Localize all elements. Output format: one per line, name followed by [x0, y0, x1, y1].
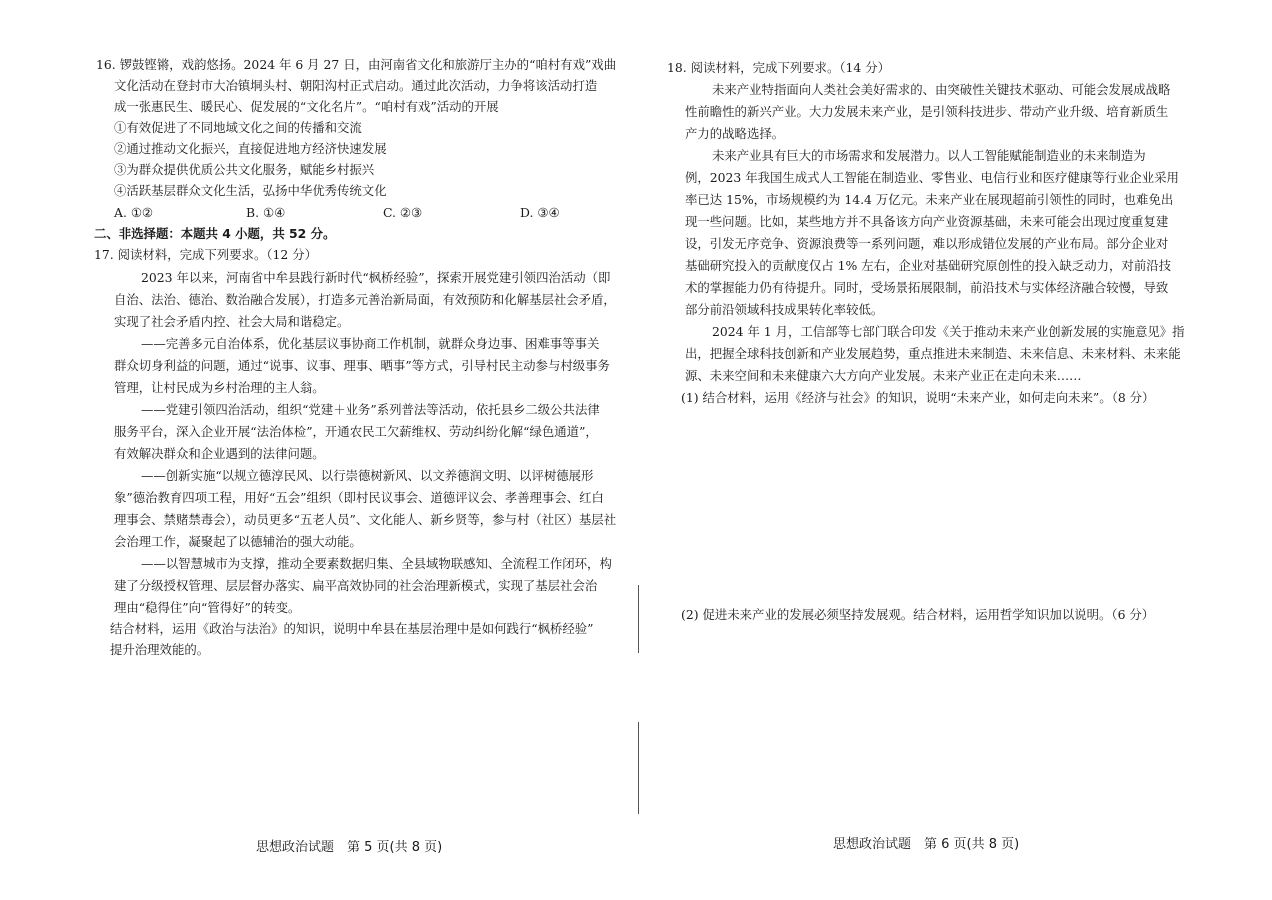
- q17-material-line: 会治理工作，凝聚起了以德辅治的强大动能。: [114, 534, 362, 549]
- q17-material-line: ——党建引领四治活动，组织“党建＋业务”系列普法等活动，依托县乡二级公共法律: [141, 402, 600, 417]
- q16-choice-d[interactable]: D. ③④: [520, 205, 560, 220]
- q18-material-line: 基础研究投入的贡献度仅占 1% 左右，企业对基础研究原创性的投入缺乏动力，对前沿技: [685, 258, 1171, 273]
- page-divider-lower: [638, 722, 639, 814]
- q18-material-line: 现一些问题。比如，某些地方并不具备该方向产业资源基础，未来可能会出现过度重复建: [685, 214, 1169, 229]
- q16-option-1: ①有效促进了不同地域文化之间的传播和交流: [114, 120, 362, 135]
- section-2-heading: 二、非选择题：本题共 4 小题，共 52 分。: [94, 226, 336, 241]
- page-divider-upper: [638, 585, 639, 653]
- q16-choice-b[interactable]: B. ①④: [246, 205, 286, 220]
- q18-material-line: 术的掌握能力仍有待提升。同时，受场景拓展限制，前沿技术与实体经济融合较慢，导致: [685, 280, 1169, 295]
- q18-material-line: 源、未来空间和未来健康六大方向产业发展。未来产业正在走向未来……: [685, 368, 1082, 383]
- q17-material-line: 理事会、禁赌禁毒会），动员更多“五老人员”、文化能人、新乡贤等，参与村（社区）基层社: [114, 512, 617, 527]
- q17-question-line-1: 结合材料，运用《政治与法治》的知识，说明中牟县在基层治理中是如何践行“枫桥经验”: [110, 621, 594, 636]
- q18-subquestion-2: (2) 促进未来产业的发展必须坚持发展观。结合材料，运用哲学知识加以说明。（6 分）: [681, 607, 1155, 622]
- q17-material-line: 建了分级授权管理、层层督办落实、扁平高效协同的社会治理新模式，实现了基层社会治: [114, 578, 598, 593]
- q18-material-line: 率已达 15%，市场规模约为 14.4 万亿元。未来产业在展现超前引领性的同时，也难免出: [685, 192, 1174, 207]
- q16-stem-line-1: 16. 锣鼓铿锵，戏韵悠扬。2024 年 6 月 27 日，由河南省文化和旅游厅主办的“咱村有戏”戏曲: [96, 57, 617, 72]
- q17-question-line-2: 提升治理效能的。: [110, 642, 210, 657]
- q17-title: 17. 阅读材料，完成下列要求。（12 分）: [94, 247, 318, 262]
- q18-material-line: 未来产业特指面向人类社会美好需求的、由突破性关键技术驱动、可能会发展成战略: [712, 82, 1171, 97]
- q18-material-line: 部分前沿领域科技成果转化率较低。: [685, 302, 884, 317]
- q17-material-line: 有效解决群众和企业遇到的法律问题。: [114, 446, 325, 461]
- q18-material-line: 2024 年 1 月，工信部等七部门联合印发《关于推动未来产业创新发展的实施意见》指: [712, 324, 1185, 339]
- q18-title: 18. 阅读材料，完成下列要求。（14 分）: [667, 60, 891, 75]
- q16-choice-c[interactable]: C. ②③: [383, 205, 423, 220]
- q17-material-line: 实现了社会矛盾内控、社会大局和谐稳定。: [114, 314, 350, 329]
- q18-material-line: 例，2023 年我国生成式人工智能在制造业、零售业、电信行业和医疗健康等行业企业采用: [685, 170, 1179, 185]
- q17-material-line: ——以智慧城市为支撑，推动全要素数据归集、全县域物联感知、全流程工作闭环，构: [141, 556, 612, 571]
- q17-material-line: 2023 年以来，河南省中牟县践行新时代“枫桥经验”，探索开展党建引领四治活动（即: [141, 270, 611, 285]
- q18-material-line: 产力的战略选择。: [685, 126, 785, 141]
- q18-material-line: 性前瞻性的新兴产业。大力发展未来产业，是引领科技进步、带动产业升级、培育新质生: [685, 104, 1169, 119]
- q18-subquestion-1: (1) 结合材料，运用《经济与社会》的知识，说明“未来产业，如何走向未来”。（8 分）: [681, 390, 1155, 405]
- q16-choice-a[interactable]: A. ①②: [114, 205, 154, 220]
- q17-material-line: 管理，让村民成为乡村治理的主人翁。: [114, 380, 325, 395]
- q17-material-line: 群众切身利益的问题，通过“说事、议事、理事、晒事”等方式，引导村民主动参与村级事务: [114, 358, 610, 373]
- q16-stem-line-2: 文化活动在登封市大冶镇垌头村、朝阳沟村正式启动。通过此次活动，力争将该活动打造: [114, 78, 598, 93]
- q17-material-line: 自治、法治、德治、数治融合发展），打造多元善治新局面，有效预防和化解基层社会矛盾，: [114, 292, 616, 307]
- q16-option-4: ④活跃基层群众文化生活，弘扬中华优秀传统文化: [114, 183, 387, 198]
- q18-material-line: 未来产业具有巨大的市场需求和发展潜力。以人工智能赋能制造业的未来制造为: [712, 148, 1146, 163]
- q17-material-line: 象”德治教育四项工程，用好“五会”组织（即村民议事会、道德评议会、孝善理事会、红白: [114, 490, 604, 505]
- q16-option-2: ②通过推动文化振兴，直接促进地方经济快速发展: [114, 141, 387, 156]
- q18-material-line: 设，引发无序竞争、资源浪费等一系列问题，难以形成错位发展的产业布局。部分企业对: [685, 236, 1169, 251]
- q18-material-line: 出，把握全球科技创新和产业发展趋势，重点推进未来制造、未来信息、未来材料、未来能: [685, 346, 1181, 361]
- q17-material-line: ——创新实施“以规立德淳民风、以行崇德树新风、以文养德润文明、以评树德展形: [141, 468, 594, 483]
- left-page-footer: 思想政治试题 第 5 页(共 8 页): [256, 840, 443, 855]
- q16-stem-line-3: 成一张惠民生、暖民心、促发展的“文化名片”。“咱村有戏”活动的开展: [114, 99, 499, 114]
- right-page-footer: 思想政治试题 第 6 页(共 8 页): [833, 837, 1020, 852]
- q17-material-line: ——完善多元自治体系，优化基层议事协商工作机制，就群众身边事、困难事等事关: [141, 336, 600, 351]
- q17-material-line: 服务平台，深入企业开展“法治体检”，开通农民工欠薪维权、劳动纠纷化解“绿色通道”，: [114, 424, 598, 439]
- q17-material-line: 理由“稳得住”向“管得好”的转变。: [114, 600, 301, 615]
- q16-option-3: ③为群众提供优质公共文化服务，赋能乡村振兴: [114, 162, 375, 177]
